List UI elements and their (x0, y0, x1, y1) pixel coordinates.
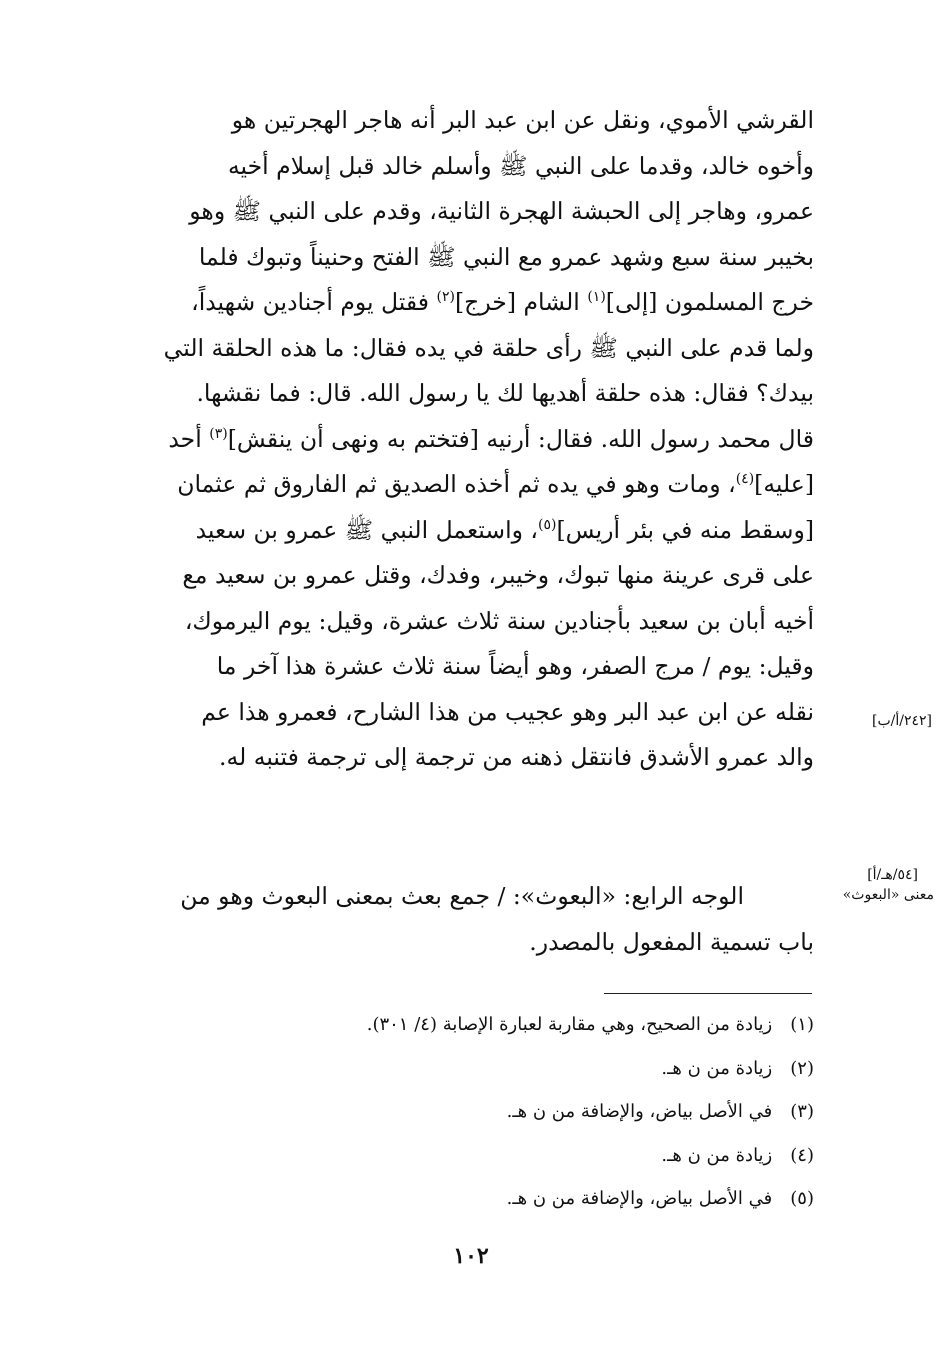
footnote-number: (٤) (790, 1144, 814, 1166)
footnote-text: زيادة من ن هـ. (661, 1144, 773, 1166)
footnote-divider (604, 993, 812, 994)
text-segment: [عليه] (754, 470, 814, 498)
text-line: وقيل: يوم / مرج الصفر، وهو أيضاً سنة ثلاث عشرة هذا آخر ما (216, 652, 814, 680)
section-fourth-aspect (124, 874, 814, 965)
footnote-ref-5[interactable]: (٥) (538, 516, 557, 533)
text-line: بخيبر سنة سبع وشهد عمرو مع النبي ﷺ الفتح وحنيناً وتبوك فلما (198, 242, 814, 271)
text-segment: فقتل يوم أجنادين شهيداً، (191, 288, 430, 316)
folio-reference: [٢٤٢/أ/ب] (872, 713, 932, 729)
footnote-item (214, 1090, 814, 1134)
footnote-text: في الأصل بياض، والإضافة من ن هـ. (506, 1188, 773, 1209)
footnotes (214, 1003, 814, 1221)
text-line: على قرى عرينة منها تبوك، وخيبر، وفدك، وقتل عمرو بن سعيد مع (182, 561, 814, 589)
text-line: وأخوه خالد، وقدما على النبي ﷺ وأسلم خالد قبل إسلام أخيه (227, 151, 814, 180)
text-line: أخيه أبان بن سعيد بأجنادين سنة ثلاث عشرة، وقيل: يوم اليرموك، (184, 606, 814, 635)
footnote-ref-1[interactable]: (١) (587, 289, 606, 306)
text-segment: خرج المسلمون [إلى] (605, 288, 814, 316)
footnote-item (214, 1134, 814, 1178)
footnote-ref-2[interactable]: (٢) (436, 289, 455, 306)
section-line: باب تسمية المفعول بالمصدر. (529, 927, 814, 956)
footnote-item (214, 1003, 814, 1047)
footnote-number: (٢) (790, 1057, 814, 1079)
footnote-text: زيادة من ن هـ. (661, 1057, 773, 1079)
text-line: القرشي الأموي، ونقل عن ابن عبد البر أنه هاجر الهجرتين هو (231, 106, 814, 134)
footnote-ref-3[interactable]: (٣) (209, 425, 228, 442)
text-line (124, 462, 814, 508)
text-segment: أحد (168, 424, 202, 453)
footnote-number: (٥) (790, 1188, 814, 1209)
topic-label: معنى «البعوث» (842, 887, 934, 903)
footnote-item (214, 1047, 814, 1091)
text-line: بيدك؟ فقال: هذه حلقة أهديها لك يا رسول الله. قال: فما نقشها. (196, 379, 814, 407)
footnote-number: (٣) (790, 1101, 814, 1122)
footnote-number: (١) (790, 1014, 814, 1035)
text-line (124, 417, 814, 463)
footnote-item (214, 1177, 814, 1221)
text-segment: الشام [خرج] (454, 288, 580, 316)
text-segment: [وسقط منه في بئر أريس] (556, 515, 814, 544)
section-line: الوجه الرابع: «البعوث»: / جمع بعث بمعنى البعوث وهو من (180, 882, 744, 910)
manuscript-reference: [٥٤/هـ/أ] (867, 867, 918, 883)
text-line (124, 280, 814, 326)
text-segment: قال محمد رسول الله. فقال: أرنيه [فتختم به ونهى أن ينقش] (227, 424, 814, 453)
text-line (124, 508, 814, 554)
text-line: نقله عن ابن عبد البر وهو عجيب من هذا الشارح، فعمرو هذا عم (201, 697, 814, 726)
text-line: ولما قدم على النبي ﷺ رأى حلقة في يده فقال: ما هذه الحلقة التي (163, 333, 814, 362)
main-text-block (124, 98, 814, 781)
footnote-text: زيادة من الصحيح، وهي مقاربة لعبارة الإصابة (٤/ ٣٠١). (366, 1014, 773, 1035)
text-segment: ، ومات وهو في يده ثم أخذه الصديق ثم الفاروق ثم عثمان (177, 470, 736, 498)
text-line: والد عمرو الأشدق فانتقل ذهنه من ترجمة إلى ترجمة فتنبه له. (219, 743, 814, 771)
text-segment: ، واستعمل النبي ﷺ عمرو بن سعيد (195, 515, 538, 544)
text-line: عمرو، وهاجر إلى الحبشة الهجرة الثانية، وقدم على النبي ﷺ وهو (189, 197, 814, 225)
page-number: ١٠٢ (453, 1243, 489, 1269)
footnote-text: في الأصل بياض، والإضافة من ن هـ. (506, 1101, 773, 1122)
footnote-ref-4[interactable]: (٤) (735, 471, 755, 488)
